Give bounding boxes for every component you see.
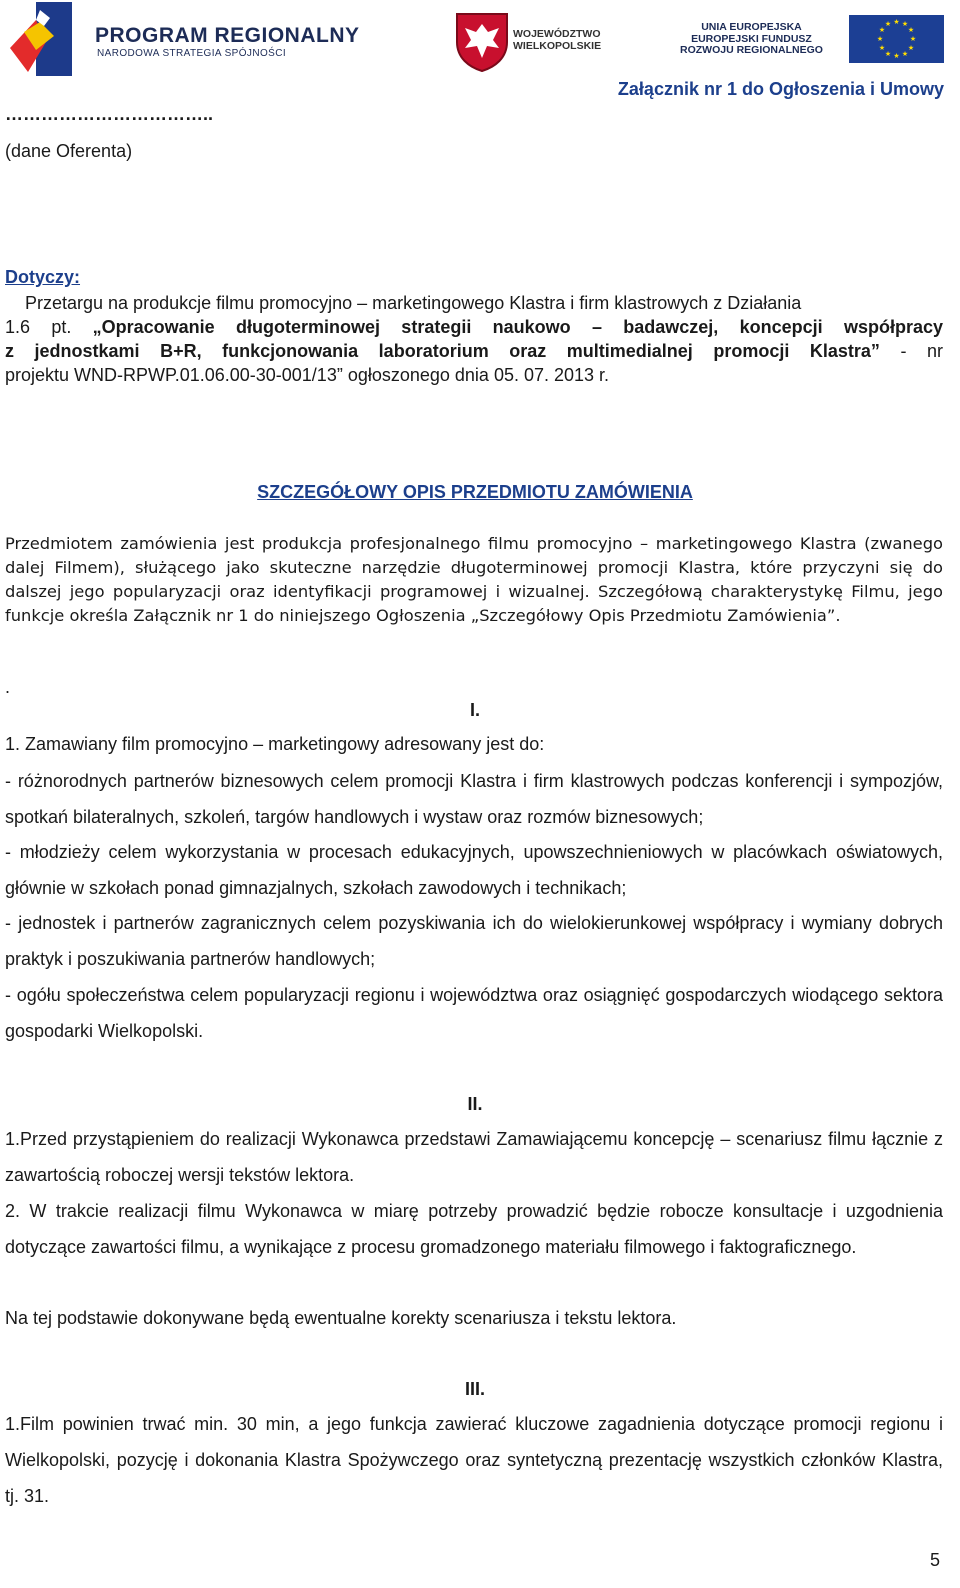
- attachment-label: Załącznik nr 1 do Ogłoszenia i Umowy: [617, 79, 944, 99]
- subject-line2-bold: „Opracowanie długoterminowej strategii naukowo – badawczej, koncepcji współpracy: [92, 317, 943, 337]
- eu-flag-icon: [849, 15, 944, 63]
- subject-line2: [5, 315, 943, 339]
- section-i-item: - ogółu społeczeństwa celem popularyzacji regionu i województwa oraz osiągnięć gospodarczych wiodącego sektora gospodarki Wielkopolski.: [5, 985, 943, 1041]
- eu-text: [680, 22, 823, 57]
- section-i-item: - jednostek i partnerów zagranicznych celem pozyskiwania ich do wielokierunkowej współpracy i wymiany dobrych praktyk i poszukiwania partnerów handlowych;: [5, 913, 943, 969]
- bidder-label: (dane Oferenta): [5, 141, 133, 161]
- subject-line2-prefix: 1.6 pt.: [5, 317, 93, 337]
- eu-line3: ROZWOJU REGIONALNEGO: [680, 44, 823, 56]
- section-iii-numeral: III.: [464, 1379, 485, 1399]
- page-number: 5: [930, 1550, 941, 1570]
- section-title: SZCZEGÓŁOWY OPIS PRZEDMIOTU ZAMÓWIENIA: [257, 482, 693, 502]
- section-ii-item: 1.Przed przystąpieniem do realizacji Wykonawca przedstawi Zamawiającemu koncepcję – scenariusz filmu łącznie z zawartością roboczej wersji tekstów lektora.: [5, 1129, 943, 1185]
- subject-line4: projektu WND-RPWP.01.06.00-30-001/13” ogłoszonego dnia 05. 07. 2013 r.: [5, 365, 610, 385]
- subject-block: [5, 291, 943, 387]
- svg-text:★: ★: [901, 50, 909, 58]
- section-i-lead: 1. Zamawiany film promocyjno – marketingowy adresowany jest do:: [5, 734, 545, 754]
- section-iii-item: 1.Film powinien trwać min. 30 min, a jego funkcja zawierać kluczowe zagadnienia dotyczące promocji regionu i Wielkopolski, pozycję i dokonania Klastra Spożywczego oraz syntetyczną prezentację wszystkich członków Klastra, tj. 31.: [5, 1414, 943, 1506]
- svg-text:★: ★: [884, 50, 892, 58]
- concerns-label: Dotyczy:: [5, 267, 81, 287]
- wlkp-line2: WIELKOPOLSKIE: [513, 40, 602, 52]
- section-ii-item: 2. W trakcie realizacji filmu Wykonawca w miarę potrzeby prowadzić będzie robocze konsultacje i uzgodnienia dotyczące zawartości filmu, a wynikające z procesu gromadzonego materiału filmowego i faktograficznego.: [5, 1201, 943, 1257]
- svg-text:★: ★: [893, 52, 900, 60]
- svg-text:★: ★: [909, 35, 917, 43]
- intro-paragraph: Przedmiotem zamówienia jest produkcja profesjonalnego filmu promocyjno – marketingowego Klastra (zwanego dalej Filmem), służącego jako skuteczne narzędzie długoterminowej promocji Klastra, które przyczyni się do dalszej jego popularyzacji oraz identyfikacji programowej i wizualnej. Szczegółową charakterystykę Filmu, jego funkcje określa Załącznik nr 1 do niniejszego Ogłoszenia „Szczegółowy Opis Przedmiotu Zamówienia”.: [5, 534, 943, 625]
- section-ii-numeral: II.: [467, 1094, 483, 1114]
- program-regionalny-logo: [10, 2, 410, 76]
- nss-logo-icon: [10, 2, 72, 76]
- subject-line3: [5, 339, 943, 363]
- wlkp-line1: WOJEWÓDZTWO: [513, 28, 601, 40]
- section-i-item: - różnorodnych partnerów biznesowych celem promocji Klastra i firm klastrowych podczas konferencji i sympozjów, spotkań bilateralnych, szkoleń, targów handlowych i wystaw oraz rozmów biznesowych;: [5, 771, 943, 827]
- eu-line2: EUROPEJSKI FUNDUSZ: [691, 32, 812, 45]
- stray-dot: .: [5, 677, 11, 697]
- section-ii-item: Na tej podstawie dokonywane będą ewentualne korekty scenariusza i tekstu lektora.: [5, 1308, 677, 1328]
- svg-text:★: ★: [907, 44, 915, 52]
- program-subtitle: NARODOWA STRATEGIA SPÓJNOŚCI: [97, 48, 287, 59]
- svg-text:★: ★: [901, 20, 909, 28]
- program-title: PROGRAM REGIONALNY: [95, 24, 360, 47]
- subject-line3-suffix: - nr: [879, 341, 943, 361]
- wielkopolska-logo: [455, 12, 635, 72]
- eagle-crest-icon: [455, 12, 509, 72]
- section-i-numeral: I.: [469, 700, 480, 720]
- section-i-item: - młodzieży celem wykorzystania w procesach edukacyjnych, upowszechnieniowych w placówkach oświatowych, głównie w szkołach ponad gimnazjalnych, szkołach zawodowych i technikach;: [5, 842, 943, 898]
- svg-text:★: ★: [878, 44, 886, 52]
- svg-text:★: ★: [884, 20, 892, 28]
- subject-line3-bold: z jednostkami B+R, funkcjonowania laboratorium oraz multimedialnej promocji Klastra”: [5, 341, 880, 361]
- svg-text:★: ★: [893, 18, 900, 26]
- eu-logo: [678, 12, 948, 66]
- svg-text:★: ★: [907, 26, 915, 34]
- wielkopolska-text: [513, 28, 601, 52]
- svg-text:★: ★: [876, 35, 884, 43]
- eu-line1: UNIA EUROPEJSKA: [701, 21, 802, 33]
- placeholder-dots: ……………………………..: [5, 104, 214, 124]
- subject-line1: Przetargu na produkcje filmu promocyjno – marketingowego Klastra i firm klastrowych z Działania: [25, 293, 802, 313]
- svg-text:★: ★: [878, 26, 886, 34]
